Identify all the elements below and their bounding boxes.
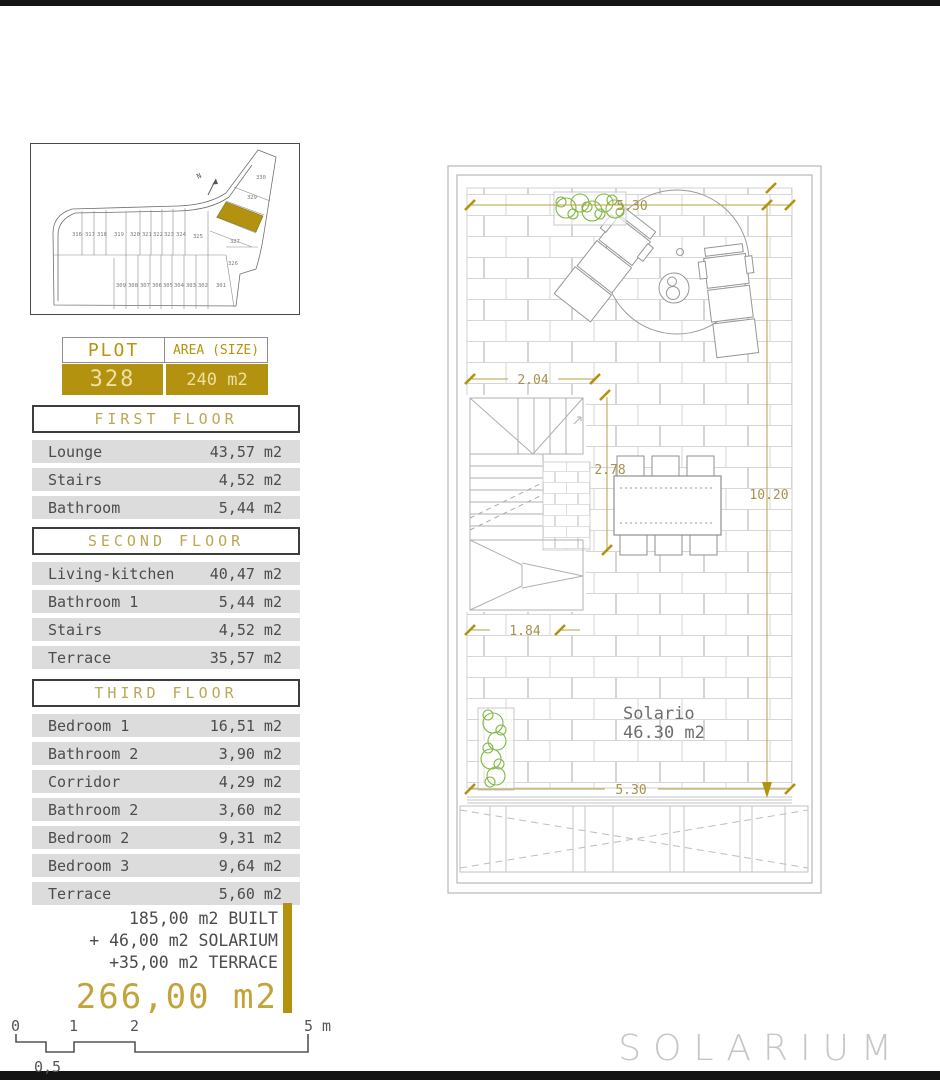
room-area: 40,47 m2 bbox=[209, 564, 282, 583]
svg-text:N: N bbox=[195, 171, 203, 181]
gold-accent-bar bbox=[283, 903, 292, 1013]
room-area: 4,52 m2 bbox=[218, 620, 282, 639]
svg-text:319: 319 bbox=[114, 232, 124, 238]
room-label: Living-kitchen bbox=[48, 564, 175, 583]
room-label: Bathroom 2 bbox=[48, 800, 139, 819]
plot-number: 328 bbox=[62, 364, 163, 395]
site-plan-map bbox=[30, 143, 300, 315]
second-floor-section bbox=[32, 527, 300, 669]
dim-top: 5.30 bbox=[616, 199, 648, 214]
top-border-bar bbox=[0, 0, 940, 6]
scale-half: 0,5 bbox=[34, 1058, 62, 1076]
table-row bbox=[32, 618, 300, 641]
round-side-table bbox=[659, 273, 689, 303]
room-label: Bedroom 2 bbox=[48, 828, 130, 847]
scale-2: 2 bbox=[130, 1018, 140, 1035]
first-floor-section bbox=[32, 405, 300, 519]
dim-184: 1.84 bbox=[509, 624, 541, 639]
svg-text:318: 318 bbox=[97, 232, 107, 238]
table-row bbox=[32, 646, 300, 669]
room-area: 16,51 m2 bbox=[209, 716, 282, 735]
scale-1: 1 bbox=[69, 1018, 79, 1035]
dim-204: 2.04 bbox=[517, 373, 549, 388]
area-totals bbox=[20, 908, 278, 1017]
room-label: Lounge bbox=[48, 442, 103, 461]
pergola-strip bbox=[460, 806, 808, 872]
svg-text:330: 330 bbox=[256, 175, 266, 181]
svg-text:325: 325 bbox=[193, 234, 203, 240]
svg-text:321: 321 bbox=[142, 232, 152, 238]
plot-area-table bbox=[62, 337, 268, 395]
room-label-group bbox=[623, 704, 705, 743]
area-header-cell: AREA (SIZE) bbox=[172, 342, 260, 358]
svg-text:322: 322 bbox=[153, 232, 163, 238]
table-row bbox=[32, 562, 300, 585]
second-floor-title: SECOND FLOOR bbox=[32, 527, 300, 555]
third-floor-section bbox=[32, 679, 300, 905]
svg-text:324: 324 bbox=[176, 232, 186, 238]
svg-text:329: 329 bbox=[247, 195, 257, 201]
room-label: Terrace bbox=[48, 648, 112, 667]
svg-text:304: 304 bbox=[174, 283, 184, 289]
svg-text:301: 301 bbox=[216, 283, 226, 289]
room-area: 4,52 m2 bbox=[218, 470, 282, 489]
scale-bar-line bbox=[16, 1034, 308, 1052]
table-row bbox=[32, 468, 300, 491]
svg-text:326: 326 bbox=[228, 261, 238, 267]
room-label: Bathroom 1 bbox=[48, 592, 139, 611]
built-total: 185,00 m2 BUILT bbox=[128, 909, 278, 928]
dining-table bbox=[614, 476, 721, 535]
table-row bbox=[32, 742, 300, 765]
room-label: Bathroom 2 bbox=[48, 744, 139, 763]
room-area: 9,64 m2 bbox=[218, 856, 282, 875]
table-row bbox=[32, 854, 300, 877]
table-row bbox=[32, 440, 300, 463]
room-label: Corridor bbox=[48, 772, 121, 791]
room-area: 4,29 m2 bbox=[218, 772, 282, 791]
room-name: Solario bbox=[623, 704, 695, 724]
room-label: Stairs bbox=[48, 470, 103, 489]
scale-0: 0 bbox=[11, 1018, 21, 1035]
svg-text:320: 320 bbox=[130, 232, 140, 238]
table-row bbox=[32, 826, 300, 849]
planter-left bbox=[478, 708, 514, 790]
table-row bbox=[32, 590, 300, 613]
room-label: Stairs bbox=[48, 620, 103, 639]
scale-unit: m bbox=[322, 1018, 332, 1035]
svg-text:306: 306 bbox=[152, 283, 162, 289]
svg-text:327: 327 bbox=[230, 239, 240, 245]
plot-header-cell: PLOT bbox=[63, 338, 165, 362]
room-label: Bathroom bbox=[48, 498, 121, 517]
dimension-arrow bbox=[762, 782, 772, 798]
svg-text:323: 323 bbox=[164, 232, 174, 238]
svg-text:308: 308 bbox=[128, 283, 138, 289]
scale-5: 5 bbox=[304, 1018, 314, 1035]
first-floor-title: FIRST FLOOR bbox=[32, 405, 300, 433]
svg-text:317: 317 bbox=[85, 232, 95, 238]
plot-table-values bbox=[62, 364, 268, 395]
room-area: 9,31 m2 bbox=[218, 828, 282, 847]
third-floor-title: THIRD FLOOR bbox=[32, 679, 300, 707]
solarium-floor-plan bbox=[440, 152, 832, 904]
plot-table-header bbox=[62, 337, 268, 363]
room-label: Bedroom 1 bbox=[48, 716, 130, 735]
dim-278: 2.78 bbox=[594, 463, 626, 478]
room-area: 5,44 m2 bbox=[218, 498, 282, 517]
dim-bottom: 5.30 bbox=[615, 783, 647, 798]
table-row bbox=[32, 714, 300, 737]
room-area: 5,44 m2 bbox=[218, 592, 282, 611]
table-row bbox=[32, 770, 300, 793]
grand-total: 266,00 m2 bbox=[75, 977, 278, 1017]
room-area: 3,90 m2 bbox=[218, 744, 282, 763]
svg-text:307: 307 bbox=[140, 283, 150, 289]
room-area: 43,57 m2 bbox=[209, 442, 282, 461]
svg-text:309: 309 bbox=[116, 283, 126, 289]
room-label: Terrace bbox=[48, 884, 112, 903]
terrace-total: +35,00 m2 TERRACE bbox=[109, 953, 278, 972]
room-label: Bedroom 3 bbox=[48, 856, 130, 875]
solarium-total: + 46,00 m2 SOLARIUM bbox=[89, 931, 278, 950]
svg-text:305: 305 bbox=[163, 283, 173, 289]
scale-bar bbox=[8, 1018, 343, 1076]
table-row bbox=[32, 798, 300, 821]
svg-text:302: 302 bbox=[198, 283, 208, 289]
stairwell bbox=[458, 395, 590, 612]
planter-top bbox=[554, 192, 626, 225]
room-area: 3,60 m2 bbox=[218, 800, 282, 819]
sheet-title: SOLARIUM bbox=[618, 1028, 904, 1069]
room-area: 5,60 m2 bbox=[218, 884, 282, 903]
dim-1020: 10.20 bbox=[749, 488, 789, 503]
table-row bbox=[32, 882, 300, 905]
svg-text:303: 303 bbox=[186, 283, 196, 289]
table-row bbox=[32, 496, 300, 519]
room-area-label: 46.30 m2 bbox=[623, 723, 705, 743]
plot-area: 240 m2 bbox=[166, 364, 268, 395]
room-area: 35,57 m2 bbox=[209, 648, 282, 667]
svg-text:316: 316 bbox=[72, 232, 82, 238]
